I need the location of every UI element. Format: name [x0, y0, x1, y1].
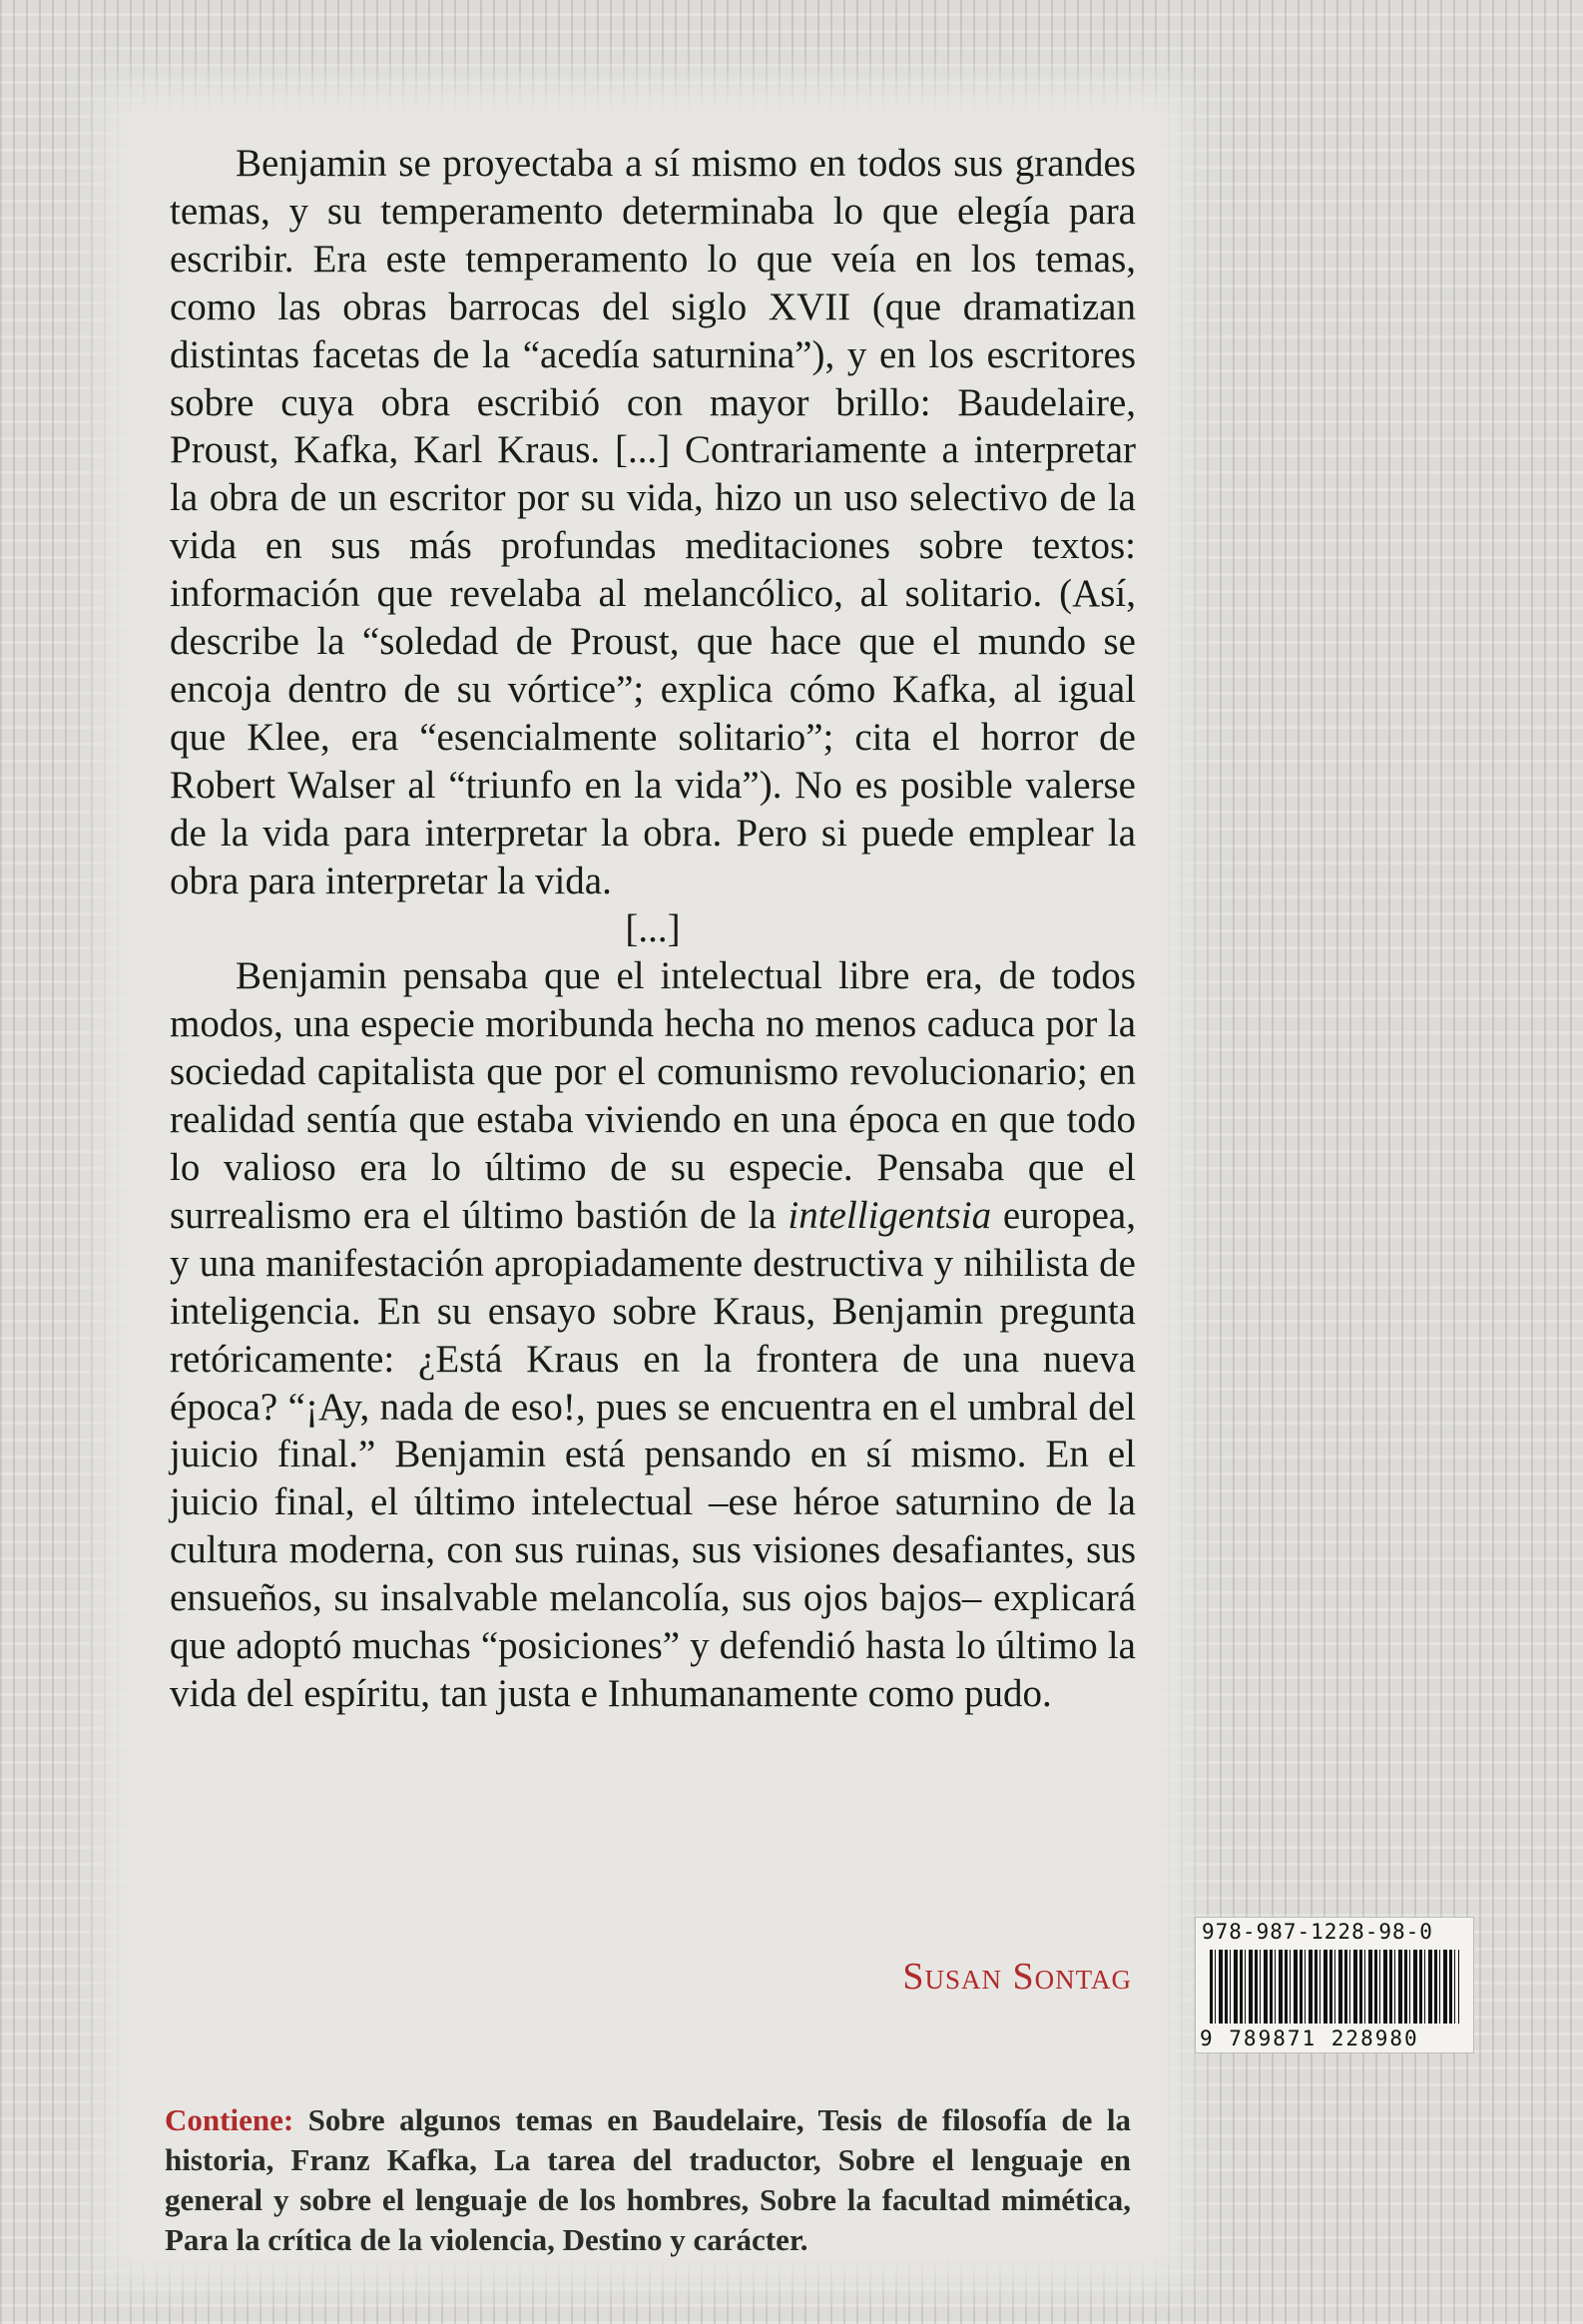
isbn-barcode — [1195, 1917, 1474, 2053]
isbn-number: 978-987-1228-98-0 — [1202, 1920, 1433, 1944]
quote-italic-term: intelligentsia — [788, 1193, 992, 1237]
quote-block — [170, 140, 1136, 1718]
quote-paragraph-2 — [170, 952, 1136, 1718]
contents-list — [165, 2100, 1131, 2260]
quote-author: Susan Sontag — [902, 1956, 1132, 1998]
quote-paragraph-1: Benjamin se proyectaba a sí mismo en todos sus grandes temas, y su temperamento determinaba lo que elegía para escribir. Era este temperamento lo que veía en los temas, como las obras barrocas del siglo XVII (que dramatizan distintas facetas de la “acedía saturnina”), y en los escritores sobre cuya obra escribió con mayor brillo: Baudelaire, Proust, Kafka, Karl Kraus. [...] Contrariamente a interpretar la obra de un escritor por su vida, hizo un uso selectivo de la vida en sus más profundas meditaciones sobre textos: información que revelaba al melancólico, al solitario. (Así, describe la “soledad de Proust, que hace que el mundo se encoja dentro de su vórtice”; explica cómo Kafka, al igual que Klee, era “esencialmente solitario”; cita el horror de Robert Walser al “triunfo en la vida”). No es posible valerse de la vida para interpretar la obra. Pero si puede emplear la obra para interpretar la vida. — [170, 142, 1136, 902]
barcode-digits: 9 789871 228980 — [1200, 2027, 1419, 2050]
contents-label: Contiene: — [165, 2102, 294, 2137]
quote-paragraph-2-part-a: Benjamin pensaba que el intelectual libre era, de todos modos, una especie moribunda hecha no menos caduca por la sociedad capitalista que por el comunismo revolucionario; en realidad sentía que estaba viviendo en una época en que todo lo valioso era lo último de su especie. Pensaba que el surrealismo era el último bastión de la — [170, 954, 1136, 1237]
barcode-bars — [1210, 1950, 1459, 2024]
quote-paragraph-2-part-b: europea, y una manifestación apropiadamente destructiva y nihilista de inteligencia. En su ensayo sobre Kraus, Benjamin pregunta retóricamente: ¿Está Kraus en la frontera de una nueva época? “¡Ay, nada de eso!, pues se encuentra en el umbral del juicio final.” Benjamin está pensando en sí mismo. En el juicio final, el último intelectual –ese héroe saturnino de la cultura moderna, con sus ruinas, sus visiones desafiantes, sus ensueños, su insalvable melancolía, sus ojos bajos– explicará que adoptó muchas “posiciones” y defendió hasta lo último la vida del espíritu, tan justa e Inhumanamente como pudo. — [170, 1193, 1136, 1715]
quote-separator: [...] — [625, 906, 681, 950]
contents-text: Sobre algunos temas en Baudelaire, Tesis de filosofía de la historia, Franz Kafka, La tarea del traductor, Sobre el lenguaje en general y sobre el lenguaje de los hombres, Sobre la facultad mimética, Para la crítica de la violencia, Destino y carácter. — [165, 2102, 1131, 2257]
